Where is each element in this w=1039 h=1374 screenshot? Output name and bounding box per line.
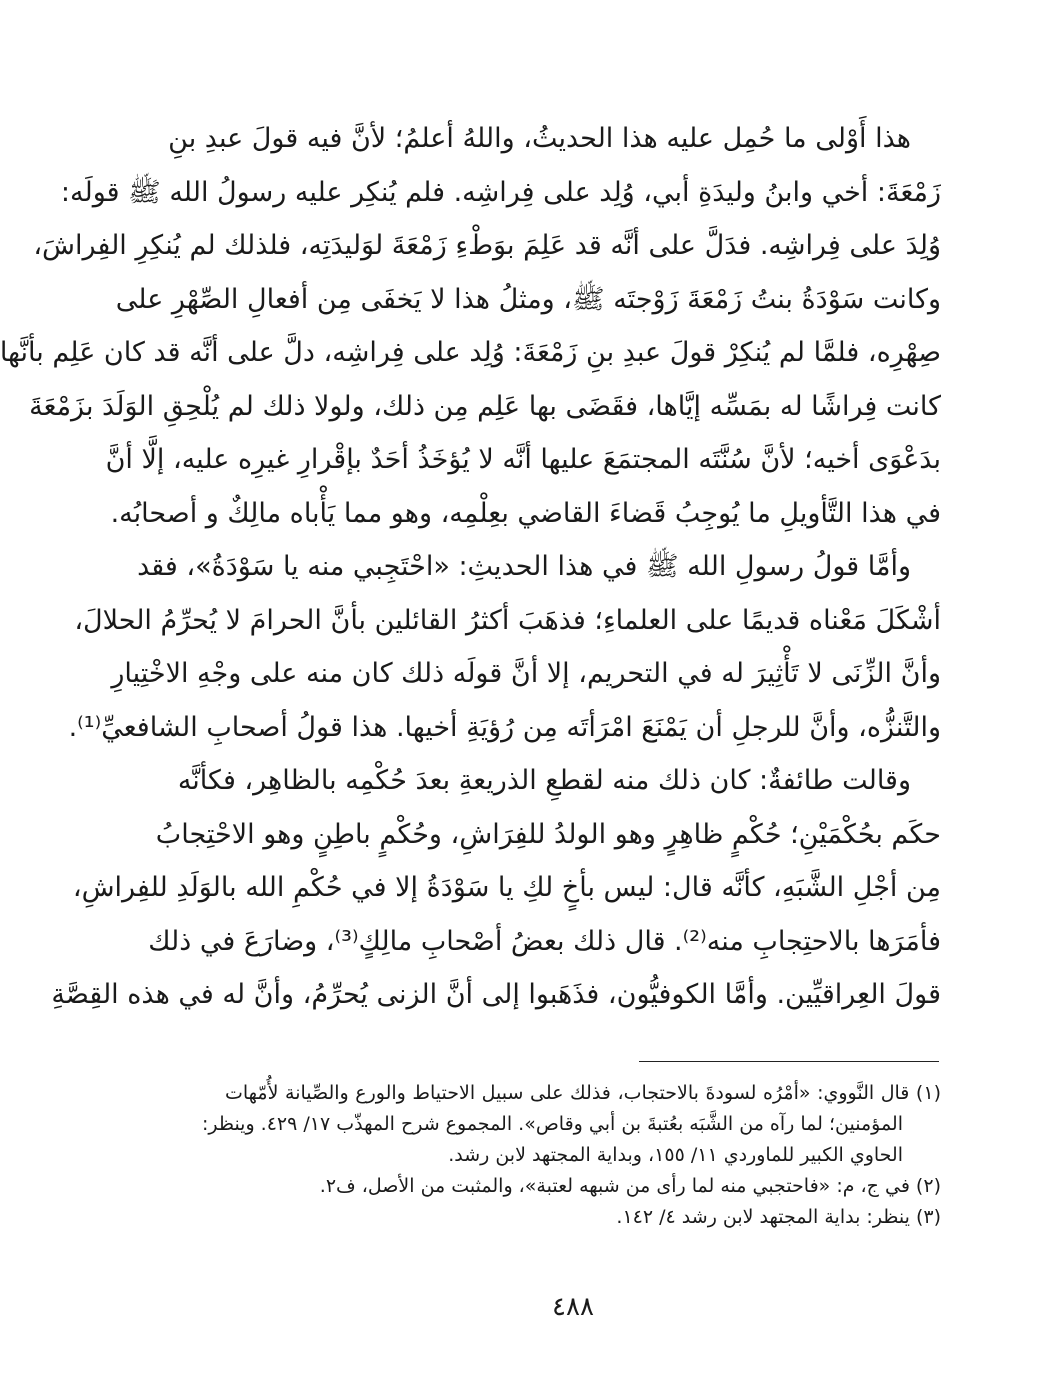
text-line: وكانت سَوْدَةُ بنتُ زَمْعَةَ زَوْجتَه ﷺ، ومثلُ هذا لا يَخفَى مِن أفعالِ الصِّهْرِ على <box>115 283 941 315</box>
footnote-line: (٢) في ج، م: «فاحتجبي منه لما رأى من شبهه لعتبة»، والمثبت من الأصل، ف٢. <box>319 1175 941 1197</box>
page-number: ٤٨٨ <box>552 1292 594 1322</box>
footnote-line: المؤمنين؛ لما رآه من الشَّبَه بعُتبةَ بن أبي وقاص». المجموع شرح المهذّب ١٧/ ٤٢٩. وينظر: <box>201 1113 903 1135</box>
footnote-3 <box>225 1202 941 1233</box>
text-line: حكَم بحُكْمَيْنِ؛ حُكْمٍ ظاهِرٍ وهو الولدُ للفِرَاشِ، وحُكْمٍ باطِنٍ وهو الاحْتِجابُ <box>155 818 941 850</box>
text-line: والتَّنزُّه، وأنَّ للرجلِ أن يَمْنَعَ امْرَأتَه مِن رُؤيَةِ أخيها. هذا قولُ أصحابِ الشافعيِّ⁽¹⁾. <box>68 711 941 743</box>
text-line: أشْكَلَ مَعْناه قديمًا على العلماءِ؛ فذهَبَ أكثرُ القائلين بأنَّ الحرامَ لا يُحرِّمُ الحلالَ، <box>74 604 941 636</box>
paragraph-2 <box>68 540 941 754</box>
text-line: بدَعْوَى أخيه؛ لأنَّ سُنَّتَه المجتمَعَ عليها أنَّه لا يُؤخَذُ أحَدٌ بإقْرارِ غيرِه عليه، إلَّا أنَّ <box>105 444 941 475</box>
main-text <box>0 112 941 1022</box>
text-line: وأمَّا قولُ رسولِ الله ﷺ في هذا الحديثِ: «احْتَجِبي منه يا سَوْدَةُ»، فقد <box>137 551 911 582</box>
footnote-line: (٣) ينظر: بداية المجتهد لابن رشد ٤/ ١٤٢. <box>616 1206 941 1228</box>
text-line: هذا أَوْلى ما حُمِل عليه هذا الحديثُ، واللهُ أعلمُ؛ لأنَّ فيه قولَ عبدِ بنِ <box>168 123 911 154</box>
text-line: وأنَّ الزِّنَى لا تَأْثِيرَ له في التحريم، إلا أنَّ قولَه ذلك كان منه على وجْهِ الاخْتِيارِ <box>111 658 941 689</box>
text-line: صِهْرِه، فلمَّا لم يُنكِرْ قولَ عبدِ بنِ زَمْعَةَ: وُلِد على فِراشِه، دلَّ على أنَّه قد كان عَلِم بأنَّها <box>0 337 941 368</box>
footnotes <box>201 1078 941 1233</box>
text-line: وقالت طائفةٌ: كان ذلك منه لقطعِ الذريعةِ بعدَ حُكْمِه بالظاهِر، فكأنَّه <box>177 765 911 796</box>
text-line: قولَ العِراقيِّين. وأمَّا الكوفيُّون، فذَهَبوا إلى أنَّ الزنى يُحرِّمُ، وأنَّ له في هذه القِصَّةِ <box>51 979 941 1010</box>
footnote-2 <box>225 1171 941 1202</box>
text-line: في هذا التَّأويلِ ما يُوجِبُ قَضاءَ القاضي بعِلْمِه، وهو مما يَأْباه مالِكٌ و أصحابُه. <box>110 497 941 529</box>
paragraph-1 <box>0 112 941 540</box>
paragraph-3 <box>51 754 941 1022</box>
text-line: فأمَرَها بالاحتِجابِ منه⁽²⁾. قال ذلك بعضُ أصْحابِ مالِكٍ⁽³⁾، وضارَعَ في ذلك <box>148 925 941 957</box>
footnote-line: الحاوي الكبير للماوردي ١١/ ١٥٥، وبداية المجتهد لابن رشد. <box>448 1144 903 1166</box>
text-line: وُلِدَ على فِراشِه. فدَلَّ على أنَّه قد عَلِمَ بوَطْءِ زَمْعَةَ لوَليدَتِه، فلذلك لم يُنكِرِ الفِراشَ، <box>33 230 941 261</box>
text-line: مِن أجْلِ الشَّبَهِ، كأنَّه قال: ليس بأخٍ لكِ يا سَوْدَةُ إلا في حُكْمِ الله بالوَلَدِ للفِراشِ، <box>72 872 941 903</box>
footnote-line: (١) قال النَّووي: «أمْرُه لسودةَ بالاحتجاب، فذلك على سبيل الاحتياط والورع والصِّيانة لأُمّهات <box>225 1082 941 1104</box>
text-line: زَمْعَةَ: أخي وابنُ وليدَةِ أبي، وُلِد على فِراشِه. فلم يُنكِر عليه رسولُ الله ﷺ قولَه: <box>60 176 941 208</box>
footnote-divider <box>639 1061 939 1062</box>
footnote-1 <box>201 1078 941 1171</box>
text-line: كانت فِراشًا له بمَسِّه إيَّاها، فقَضَى بها عَلِم مِن ذلك، ولولا ذلك لم يُلْحِقِ الوَلَدَ بزَمْعَةَ <box>29 390 941 422</box>
